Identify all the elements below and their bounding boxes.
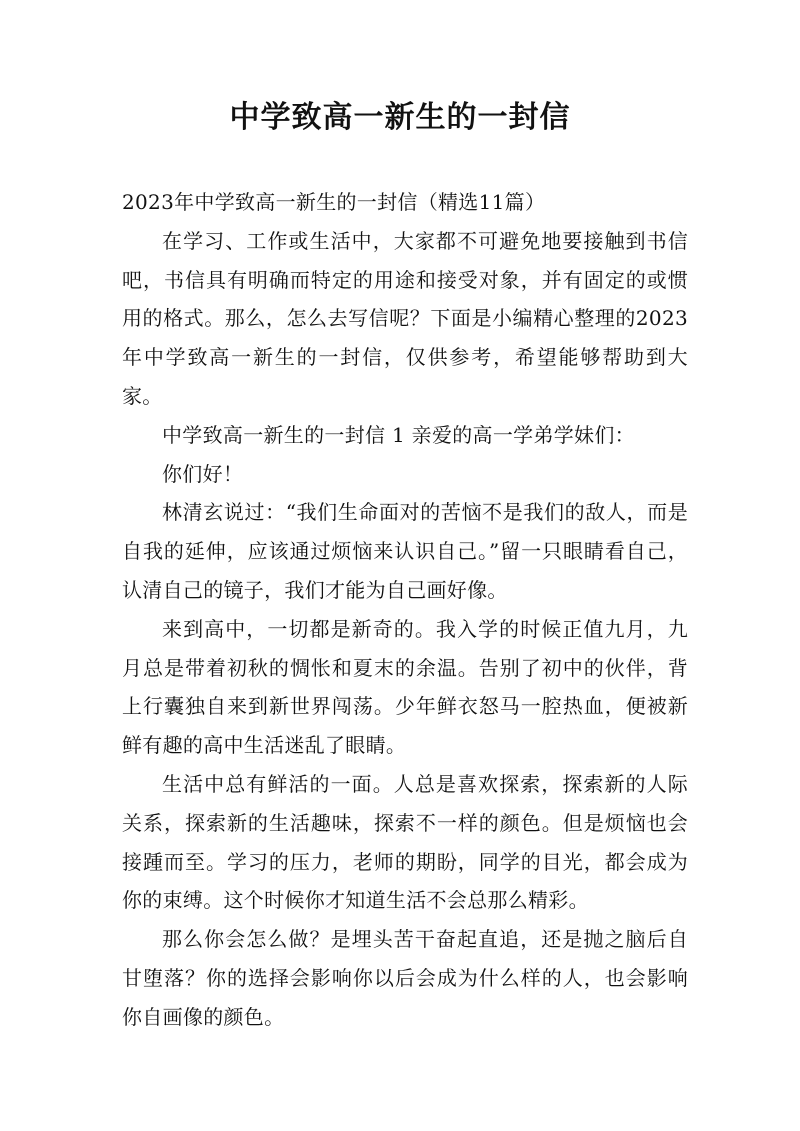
greeting: 你们好！ — [162, 461, 244, 486]
letter-heading: 中学致高一新生的一封信 1 亲爱的高一学弟学妹们： — [162, 422, 635, 447]
body-paragraph: 林清玄说过：“我们生命面对的苦恼不是我们的敌人，而是自我的延伸，应该通过烦恼来认识自己。”留一只眼睛看自己，认清自己的镜子，我们才能为自己画好像。 — [122, 500, 688, 602]
body-paragraph: 生活中总有鲜活的一面。人总是喜欢探索，探索新的人际关系，探索新的生活趣味，探索不一样的颜色。但是烦恼也会接踵而至。学习的压力，老师的期盼，同学的目光，都会成为你的束缚。这个时候你才知道生活不会总那么精彩。 — [122, 771, 688, 913]
document-body — [122, 183, 688, 1037]
body-paragraph: 那么你会怎么做？是埋头苦干奋起直追，还是抛之脑后自甘堕落？你的选择会影响你以后会成为什么样的人，也会影响你自画像的颜色。 — [122, 927, 688, 1029]
body-paragraph: 来到高中，一切都是新奇的。我入学的时候正值九月，九月总是带着初秋的惆怅和夏末的余温。告别了初中的伙伴，背上行囊独自来到新世界闯荡。少年鲜衣怒马一腔热血，便被新鲜有趣的高中生活迷乱了眼睛。 — [122, 616, 688, 758]
intro-paragraph: 在学习、工作或生活中，大家都不可避免地要接触到书信吧，书信具有明确而特定的用途和接受对象，并有固定的或惯用的格式。那么，怎么去写信呢？下面是小编精心整理的2023年中学致高一新生的一封信，仅供参考，希望能够帮助到大家。 — [122, 228, 688, 408]
document-title: 中学致高一新生的一封信 — [229, 100, 571, 135]
subtitle-line: 2023年中学致高一新生的一封信（精选11篇） — [122, 190, 546, 214]
